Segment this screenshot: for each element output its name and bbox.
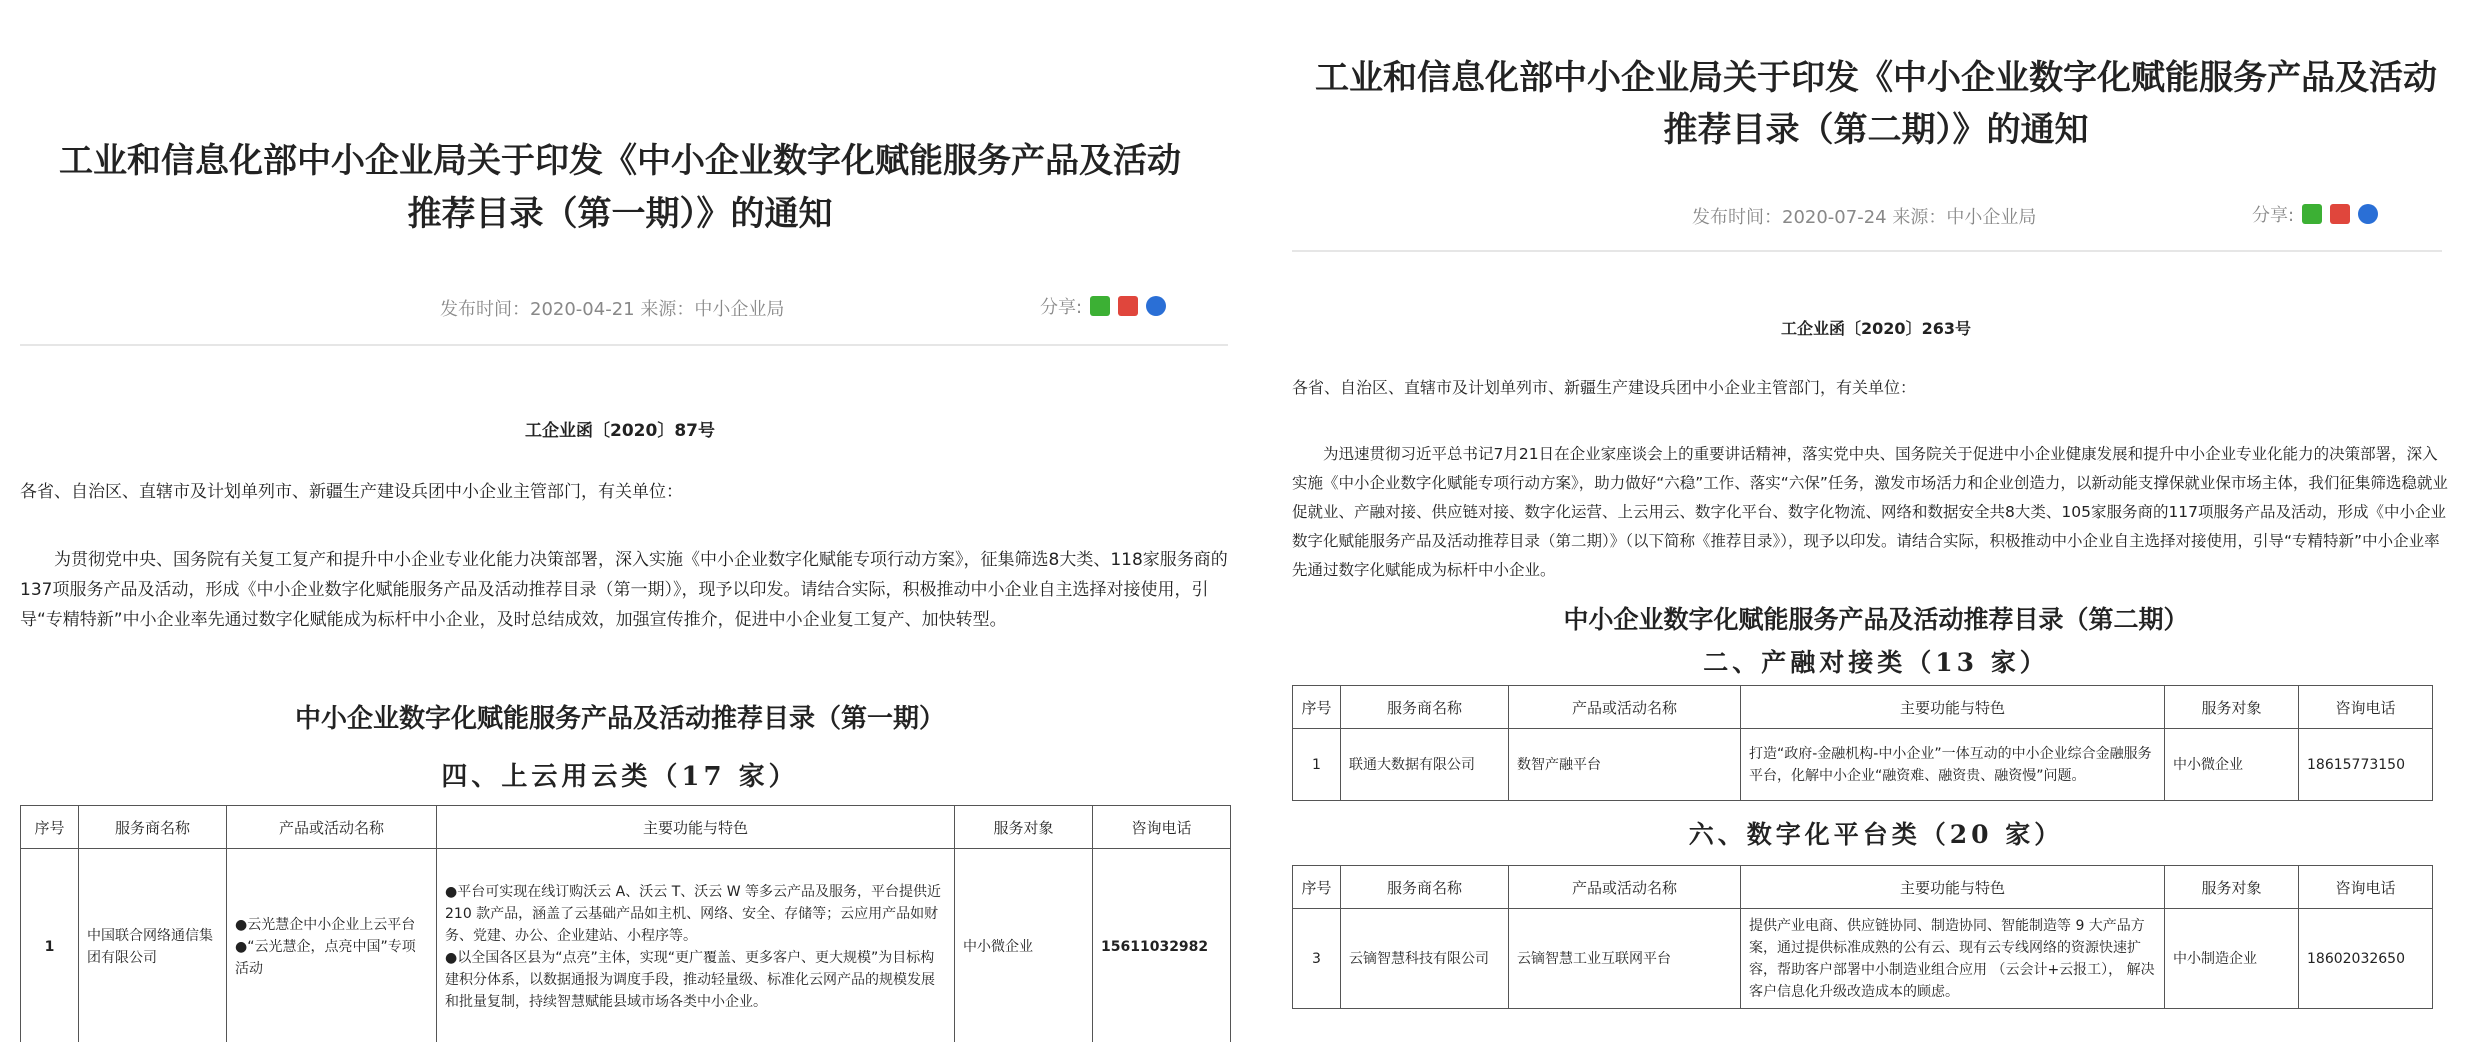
col-header-product: 产品或活动名称 <box>1509 686 1741 729</box>
row-product-item: ●“云光慧企，点亮中国”专项活动 <box>235 938 416 977</box>
row-features <box>437 849 955 1042</box>
right-catalog-table-a <box>1292 685 2433 801</box>
left-title-line1: 工业和信息化部中小企业局关于印发《中小企业数字化赋能服务产品及活动 <box>59 141 1181 181</box>
row-phone: 18602032650 <box>2299 909 2433 1009</box>
qq-share-icon[interactable] <box>1146 296 1166 316</box>
col-header-target: 服务对象 <box>2165 866 2299 909</box>
row-provider: 云镝智慧科技有限公司 <box>1341 909 1509 1009</box>
col-header-provider: 服务商名称 <box>1341 866 1509 909</box>
left-publish-meta: 发布时间：2020-04-21 来源：中小企业局 <box>440 299 785 320</box>
col-header-features: 主要功能与特色 <box>437 806 955 849</box>
row-features: 提供产业电商、供应链协同、制造协同、智能制造等 9 大产品方案，通过提供标准成熟的公有云、现有云专线网络的资源快速扩容，帮助客户部署中小制造业组合应用 （云会计+云报工）， 解决客户信息化升级改造成本的顾虑。 <box>1741 909 2165 1009</box>
table-row <box>1293 729 2433 801</box>
col-header-phone: 咨询电话 <box>2299 686 2433 729</box>
col-header-target: 服务对象 <box>955 806 1093 849</box>
col-header-features: 主要功能与特色 <box>1741 686 2165 729</box>
left-share-label: 分享: <box>1040 297 1083 318</box>
right-catalog-title: 中小企业数字化赋能服务产品及活动推荐目录（第二期） <box>1563 605 2189 634</box>
right-title-line2: 推荐目录（第二期）》的通知 <box>1663 110 2089 150</box>
row-no: 3 <box>1293 909 1341 1009</box>
right-greeting: 各省、自治区、直辖市及计划单列市、新疆生产建设兵团中小企业主管部门，有关单位： <box>1292 378 1917 397</box>
left-share-bar <box>1040 293 1166 319</box>
right-title-line1: 工业和信息化部中小企业局关于印发《中小企业数字化赋能服务产品及活动 <box>1315 58 2437 98</box>
row-phone: 18615773150 <box>2299 729 2433 801</box>
row-target: 中小微企业 <box>2165 729 2299 801</box>
row-provider: 中国联合网络通信集团有限公司 <box>79 849 227 1042</box>
col-header-target: 服务对象 <box>2165 686 2299 729</box>
row-provider: 联通大数据有限公司 <box>1341 729 1509 801</box>
col-header-product: 产品或活动名称 <box>1509 866 1741 909</box>
right-share-bar <box>2252 201 2378 227</box>
row-no: 1 <box>21 849 79 1042</box>
table-header-row <box>21 806 1231 849</box>
col-header-no: 序号 <box>1293 866 1341 909</box>
qq-share-icon[interactable] <box>2358 204 2378 224</box>
left-catalog-table <box>20 805 1231 1042</box>
row-product: 数智产融平台 <box>1509 729 1741 801</box>
left-doc-number: 工企业函〔2020〕87号 <box>525 421 715 441</box>
table-header-row <box>1293 686 2433 729</box>
row-target: 中小制造企业 <box>2165 909 2299 1009</box>
row-feature-item: ●平台可实现在线订购沃云 A、沃云 T、沃云 W 等多云产品及服务，平台提供近 210 款产品，涵盖了云基础产品如主机、网络、安全、存储等；云应用产品如财务、党建、办公、企业建站、小程序等。 <box>445 883 941 944</box>
col-header-no: 序号 <box>1293 686 1341 729</box>
left-divider <box>20 344 1228 346</box>
col-header-provider: 服务商名称 <box>1341 686 1509 729</box>
row-product: 云镝智慧工业互联网平台 <box>1509 909 1741 1009</box>
col-header-features: 主要功能与特色 <box>1741 866 2165 909</box>
left-title-line2: 推荐目录（第一期）》的通知 <box>407 194 833 234</box>
right-section-a-title: 二、产融对接类（13 家） <box>1703 648 2049 677</box>
wechat-share-icon[interactable] <box>2302 204 2322 224</box>
row-product-item: ●云光慧企中小企业上云平台 <box>235 916 416 933</box>
left-body-paragraph: 为贯彻党中央、国务院有关复工复产和提升中小企业专业化能力决策部署，深入实施《中小企业数字化赋能专项行动方案》，征集筛选8大类、118家服务商的137项服务产品及活动，形成《中小企业数字化赋能服务产品及活动推荐目录（第一期）》，现予以印发。请结合实际，积极推动中小企业自主选择对接使用，引导“专精特新”中小企业率先通过数字化赋能成为标杆中小企业，及时总结成效，加强宣传推介，促进中小企业复工复产、加快转型。 <box>20 550 1228 630</box>
left-section-title: 四、上云用云类（17 家） <box>441 762 799 792</box>
weibo-share-icon[interactable] <box>1118 296 1138 316</box>
col-header-product: 产品或活动名称 <box>227 806 437 849</box>
right-body-paragraph: 为迅速贯彻习近平总书记7月21日在企业家座谈会上的重要讲话精神，落实党中央、国务院关于促进中小企业健康发展和提升中小企业专业化能力的决策部署，深入实施《中小企业数字化赋能专项行动方案》，助力做好“六稳”工作、落实“六保”任务，激发市场活力和企业创造力，以新动能支撑保就业保市场主体，我们征集筛选稳就业促就业、产融对接、供应链对接、数字化运营、上云用云、数字化平台、数字化物流、网络和数据安全共8大类、105家服务商的117项服务产品及活动，形成《中小企业数字化赋能服务产品及活动推荐目录（第二期）》（以下简称《推荐目录》），现予以印发。请结合实际，积极推动中小企业自主选择对接使用，引导“专精特新”中小企业率先通过数字化赋能成为标杆中小企业。 <box>1292 445 2448 579</box>
col-header-phone: 咨询电话 <box>1093 806 1231 849</box>
left-catalog-title: 中小企业数字化赋能服务产品及活动推荐目录（第一期） <box>294 704 945 734</box>
row-feature-item: ●以全国各区县为“点亮”主体，实现“更广覆盖、更多客户、更大规模”为目标构建积分体系，以数据通报为调度手段，推动轻量级、标准化云网产品的规模发展和批量复制，持续智慧赋能县域市场各类中小企业。 <box>445 949 935 1010</box>
right-notice-panel <box>1282 0 2470 1042</box>
row-phone: 15611032982 <box>1093 849 1231 1042</box>
right-divider <box>1292 250 2442 252</box>
right-publish-meta: 发布时间：2020-07-24 来源：中小企业局 <box>1692 207 2037 228</box>
table-header-row <box>1293 866 2433 909</box>
right-share-label: 分享: <box>2252 205 2295 226</box>
col-header-no: 序号 <box>21 806 79 849</box>
row-target: 中小微企业 <box>955 849 1093 1042</box>
col-header-phone: 咨询电话 <box>2299 866 2433 909</box>
row-product <box>227 849 437 1042</box>
weibo-share-icon[interactable] <box>2330 204 2350 224</box>
col-header-provider: 服务商名称 <box>79 806 227 849</box>
row-features: 打造“政府-金融机构-中小企业”一体互动的中小企业综合金融服务平台，化解中小企业“融资难、融资贵、融资慢”问题。 <box>1741 729 2165 801</box>
left-greeting: 各省、自治区、直辖市及计划单列市、新疆生产建设兵团中小企业主管部门，有关单位： <box>20 482 683 502</box>
right-section-b-title: 六、数字化平台类（20 家） <box>1688 820 2064 849</box>
table-row <box>21 849 1231 1042</box>
right-catalog-table-b <box>1292 865 2433 1009</box>
wechat-share-icon[interactable] <box>1090 296 1110 316</box>
right-doc-number: 工企业函〔2020〕263号 <box>1781 319 1971 338</box>
row-no: 1 <box>1293 729 1341 801</box>
table-row <box>1293 909 2433 1009</box>
